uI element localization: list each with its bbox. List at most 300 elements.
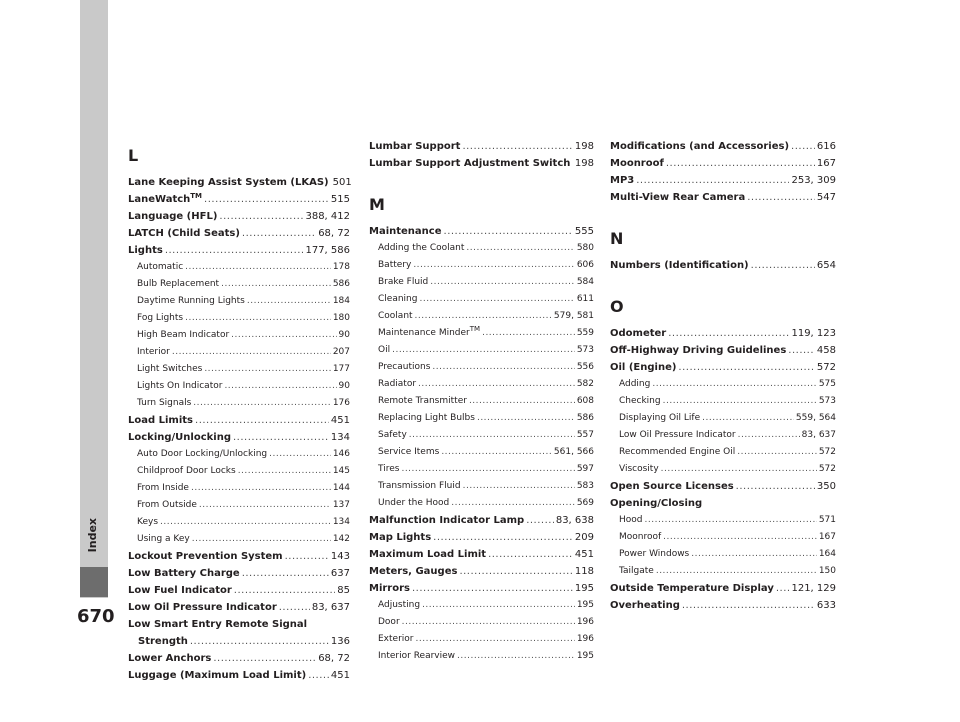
entry-title-text: Childproof Door Locks xyxy=(137,466,236,476)
entry-title xyxy=(619,427,736,444)
index-subentry[interactable] xyxy=(369,444,594,461)
entry-pages[interactable]: 555 xyxy=(574,226,594,237)
dot-leader xyxy=(193,395,331,412)
trademark-mark: TM xyxy=(190,192,203,200)
entry-pages[interactable]: 559 xyxy=(576,328,594,338)
dot-leader xyxy=(401,461,574,478)
entry-title xyxy=(610,138,789,155)
entry-title xyxy=(619,461,659,478)
index-subentry[interactable] xyxy=(369,257,594,274)
index-entry[interactable] xyxy=(369,512,594,529)
dot-leader xyxy=(656,563,817,580)
entry-title xyxy=(610,342,786,359)
dot-leader xyxy=(418,376,575,393)
index-entry[interactable] xyxy=(128,429,350,446)
entry-pages[interactable]: 559, 564 xyxy=(795,413,836,423)
entry-pages[interactable]: 586 xyxy=(332,279,350,289)
entry-title-text: Lane Keeping Assist System (LKAS) xyxy=(128,177,329,188)
entry-title-text: Locking/Unlocking xyxy=(128,432,231,443)
index-subentry[interactable] xyxy=(128,361,350,378)
entry-title-text: Replacing Light Bulbs xyxy=(378,413,475,423)
index-entry[interactable] xyxy=(610,257,836,274)
entry-title xyxy=(378,240,464,257)
entry-title-text: Door xyxy=(378,617,400,627)
entry-title xyxy=(128,548,283,565)
entry-title-text: Checking xyxy=(619,396,661,406)
entry-title xyxy=(369,223,442,240)
entry-title xyxy=(128,582,232,599)
entry-pages[interactable]: 134 xyxy=(330,432,350,443)
dot-leader xyxy=(462,138,572,155)
index-entry[interactable] xyxy=(128,565,350,582)
entry-title-text: Low Oil Pressure Indicator xyxy=(619,430,736,440)
section-tab-label: Index xyxy=(86,518,99,553)
index-subentry[interactable] xyxy=(128,463,350,480)
entry-title xyxy=(610,172,634,189)
entry-pages[interactable]: 451 xyxy=(330,670,350,681)
dot-leader xyxy=(751,257,815,274)
dot-leader xyxy=(776,580,790,597)
entry-pages[interactable]: 90 xyxy=(338,381,350,391)
dot-leader xyxy=(636,172,789,189)
entry-pages[interactable]: 575 xyxy=(818,379,836,389)
dot-leader xyxy=(412,580,573,597)
entry-title xyxy=(137,497,197,514)
entry-title xyxy=(610,189,745,206)
entry-pages[interactable]: 557 xyxy=(576,430,594,440)
page-number: 670 xyxy=(77,606,115,627)
entry-title xyxy=(137,480,189,497)
entry-pages[interactable]: 458 xyxy=(816,345,836,356)
dot-leader xyxy=(192,531,331,548)
index-subentry[interactable] xyxy=(610,444,836,461)
entry-title xyxy=(378,376,416,393)
dot-leader xyxy=(691,546,817,563)
entry-pages[interactable]: 90 xyxy=(338,330,350,340)
index-entry[interactable] xyxy=(128,599,350,616)
entry-pages[interactable]: 167 xyxy=(816,158,836,169)
entry-pages[interactable]: 597 xyxy=(576,464,594,474)
entry-title xyxy=(378,359,430,376)
index-subentry[interactable] xyxy=(369,342,594,359)
entry-pages[interactable]: 196 xyxy=(576,617,594,627)
entry-title xyxy=(378,597,420,614)
entry-title-text: Oil (Engine) xyxy=(610,362,677,373)
dot-leader xyxy=(160,514,331,531)
index-subentry[interactable] xyxy=(369,308,594,325)
trademark-mark: TM xyxy=(469,325,481,333)
dot-leader xyxy=(457,648,575,665)
index-subentry[interactable] xyxy=(610,461,836,478)
index-entry[interactable] xyxy=(610,138,836,155)
section-spacer xyxy=(610,274,836,297)
entry-pages[interactable]: 571 xyxy=(818,515,836,525)
entry-pages[interactable]: 583 xyxy=(576,481,594,491)
entry-title-text: Mirrors xyxy=(369,583,410,594)
entry-pages[interactable]: 654 xyxy=(816,260,836,271)
index-entry[interactable] xyxy=(369,529,594,546)
entry-pages[interactable]: 608 xyxy=(576,396,594,406)
entry-title-text: Safety xyxy=(378,430,407,440)
entry-title-text: Multi-View Rear Camera xyxy=(610,192,746,203)
entry-title xyxy=(619,410,700,427)
index-subentry[interactable] xyxy=(128,259,350,276)
entry-title xyxy=(128,191,202,208)
entry-title xyxy=(369,563,457,580)
index-entry[interactable] xyxy=(369,138,594,155)
entry-title xyxy=(610,325,666,342)
dot-leader xyxy=(463,478,575,495)
entry-title-text: Precautions xyxy=(378,362,431,372)
index-entry[interactable] xyxy=(369,155,594,172)
entry-title-text: Auto Door Locking/Unlocking xyxy=(137,449,268,459)
dot-leader xyxy=(204,361,331,378)
entry-title xyxy=(138,633,188,650)
index-subentry[interactable] xyxy=(369,291,594,308)
dot-leader xyxy=(238,463,331,480)
entry-pages[interactable]: 85 xyxy=(337,585,350,596)
index-subentry[interactable] xyxy=(610,563,836,580)
index-subentry[interactable] xyxy=(610,529,836,546)
index-subentry[interactable] xyxy=(369,274,594,291)
dot-leader xyxy=(190,633,329,650)
entry-pages[interactable]: 573 xyxy=(818,396,836,406)
entry-pages[interactable]: 136 xyxy=(330,636,350,647)
entry-title xyxy=(619,444,735,461)
dot-leader xyxy=(663,529,817,546)
dot-leader xyxy=(413,257,575,274)
index-entry[interactable] xyxy=(128,582,350,599)
entry-title-text: Low Oil Pressure Indicator xyxy=(128,602,277,613)
index-subentry[interactable] xyxy=(128,531,350,548)
entry-pages[interactable]: 582 xyxy=(576,379,594,389)
entry-pages[interactable]: 198 xyxy=(574,158,594,169)
entry-title xyxy=(610,580,774,597)
dot-leader xyxy=(668,325,789,342)
section-spacer xyxy=(610,206,836,229)
index-subentry[interactable] xyxy=(369,393,594,410)
entry-pages[interactable]: 572 xyxy=(816,362,836,373)
index-entry[interactable] xyxy=(128,616,350,633)
index-subentry[interactable] xyxy=(369,359,594,376)
index-subentry[interactable] xyxy=(369,427,594,444)
entry-pages[interactable]: 569 xyxy=(576,498,594,508)
index-entry[interactable] xyxy=(128,242,350,259)
entry-pages[interactable]: 118 xyxy=(574,566,594,577)
entry-pages[interactable]: 580 xyxy=(576,243,594,253)
entry-title-text: Odometer xyxy=(610,328,667,339)
entry-pages[interactable]: 561, 566 xyxy=(553,447,594,457)
entry-title-text: Under the Hood xyxy=(378,498,450,508)
entry-pages[interactable]: 167 xyxy=(818,532,836,542)
dot-leader xyxy=(269,446,331,463)
index-entry[interactable] xyxy=(610,580,836,597)
entry-pages[interactable]: 134 xyxy=(332,517,350,527)
entry-pages[interactable]: 121, 129 xyxy=(791,583,836,594)
dot-leader xyxy=(233,429,329,446)
dot-leader xyxy=(224,378,336,395)
index-subentry[interactable] xyxy=(369,614,594,631)
index-entry[interactable] xyxy=(610,189,836,206)
entry-title-text: Low Fuel Indicator xyxy=(128,585,232,596)
entry-pages[interactable]: 195 xyxy=(576,600,594,610)
entry-title-text: Remote Transmitter xyxy=(378,396,467,406)
entry-pages[interactable]: 143 xyxy=(330,551,350,562)
entry-title-text: From Inside xyxy=(137,483,189,493)
index-subentry[interactable] xyxy=(369,597,594,614)
entry-title xyxy=(137,395,191,412)
section-spacer xyxy=(369,172,594,195)
entry-pages[interactable]: 207 xyxy=(332,347,350,357)
index-subentry[interactable] xyxy=(610,393,836,410)
index-subentry[interactable] xyxy=(610,410,836,427)
entry-pages[interactable]: 209 xyxy=(574,532,594,543)
dot-leader xyxy=(213,650,316,667)
index-entry[interactable] xyxy=(610,155,836,172)
entry-pages[interactable]: 184 xyxy=(332,296,350,306)
entry-pages[interactable]: 572 xyxy=(818,447,836,457)
entry-pages[interactable]: 388, 412 xyxy=(305,211,350,222)
entry-title-text: Lockout Prevention System xyxy=(128,551,283,562)
entry-title-text: Recommended Engine Oil xyxy=(619,447,736,457)
entry-pages[interactable]: 83, 637 xyxy=(311,602,350,613)
entry-pages[interactable]: 180 xyxy=(332,313,350,323)
entry-title-text: Viscosity xyxy=(619,464,659,474)
entry-pages[interactable]: 633 xyxy=(816,600,836,611)
index-subentry[interactable] xyxy=(369,631,594,648)
index-entry[interactable] xyxy=(610,359,836,376)
entry-title-text: Transmission Fluid xyxy=(378,481,461,491)
entry-pages[interactable]: 572 xyxy=(818,464,836,474)
entry-pages[interactable]: 198 xyxy=(574,141,594,152)
index-subentry[interactable] xyxy=(128,480,350,497)
index-subentry[interactable] xyxy=(128,395,350,412)
index-entry[interactable] xyxy=(610,172,836,189)
entry-pages[interactable]: 146 xyxy=(332,449,350,459)
entry-title xyxy=(128,565,240,582)
dot-leader xyxy=(645,512,817,529)
entry-title xyxy=(128,412,193,429)
index-subentry[interactable] xyxy=(369,495,594,512)
entry-pages[interactable]: 83, 637 xyxy=(801,430,836,440)
entry-title xyxy=(619,546,689,563)
index-subentry[interactable] xyxy=(369,410,594,427)
entry-title xyxy=(610,257,749,274)
entry-pages[interactable]: 350 xyxy=(816,481,836,492)
entry-pages[interactable]: 137 xyxy=(332,500,350,510)
entry-title-text: Maintenance xyxy=(369,226,442,237)
index-subentry[interactable] xyxy=(128,293,350,310)
index-entry[interactable] xyxy=(128,548,350,565)
dot-leader xyxy=(678,359,814,376)
index-entry[interactable] xyxy=(128,412,350,429)
entry-pages[interactable]: 253, 309 xyxy=(791,175,836,186)
entry-title xyxy=(378,631,414,648)
entry-pages[interactable]: 145 xyxy=(332,466,350,476)
entry-pages[interactable]: 68, 72 xyxy=(318,228,350,239)
index-subentry[interactable] xyxy=(128,497,350,514)
dot-leader xyxy=(477,410,575,427)
dot-leader xyxy=(199,497,331,514)
entry-title xyxy=(128,616,307,633)
entry-title-text: Interior xyxy=(137,347,170,357)
entry-title-text: MP3 xyxy=(610,175,635,186)
index-entry[interactable] xyxy=(128,208,350,225)
index-entry[interactable] xyxy=(369,223,594,240)
entry-title xyxy=(128,174,329,191)
dot-leader xyxy=(444,223,573,240)
entry-title xyxy=(378,427,407,444)
index-subentry[interactable] xyxy=(128,446,350,463)
dot-leader xyxy=(409,427,575,444)
index-subentry[interactable] xyxy=(369,648,594,665)
dot-leader xyxy=(747,189,815,206)
index-subentry[interactable] xyxy=(610,512,836,529)
entry-title-text: Strength xyxy=(138,636,188,647)
entry-pages[interactable]: 573 xyxy=(576,345,594,355)
index-subentry[interactable] xyxy=(610,546,836,563)
index-subentry[interactable] xyxy=(128,514,350,531)
entry-pages[interactable]: 176 xyxy=(332,398,350,408)
entry-pages[interactable]: 616 xyxy=(816,141,836,152)
entry-title-text: Meters, Gauges xyxy=(369,566,458,577)
entry-pages[interactable]: 515 xyxy=(330,194,350,205)
entry-title-text: Interior Rearview xyxy=(378,651,456,661)
index-entry[interactable] xyxy=(128,667,350,684)
entry-pages[interactable]: 144 xyxy=(332,483,350,493)
entry-title-text: Low Smart Entry Remote Signal xyxy=(128,619,308,630)
index-entry[interactable] xyxy=(369,546,594,563)
dot-leader xyxy=(402,614,575,631)
entry-pages[interactable]: 556 xyxy=(576,362,594,372)
entry-pages[interactable]: 451 xyxy=(330,415,350,426)
entry-title xyxy=(378,444,439,461)
index-column-1 xyxy=(128,146,350,684)
entry-title-text: Displaying Oil Life xyxy=(619,413,701,423)
entry-title-text: Moonroof xyxy=(619,532,662,542)
entry-pages[interactable]: 177, 586 xyxy=(305,245,350,256)
entry-title xyxy=(619,376,650,393)
dot-leader xyxy=(572,155,573,172)
entry-pages[interactable]: 606 xyxy=(576,260,594,270)
entry-pages[interactable]: 68, 72 xyxy=(318,653,350,664)
index-subentry[interactable] xyxy=(128,276,350,293)
index-entry[interactable] xyxy=(610,325,836,342)
entry-pages[interactable]: 195 xyxy=(574,583,594,594)
entry-title-text: Luggage (Maximum Load Limit) xyxy=(128,670,307,681)
entry-pages[interactable]: 119, 123 xyxy=(791,328,836,339)
entry-title xyxy=(378,257,411,274)
index-entry[interactable] xyxy=(128,174,350,191)
entry-pages[interactable]: 611 xyxy=(576,294,594,304)
entry-title-text: Adding the Coolant xyxy=(378,243,465,253)
section-marker xyxy=(80,567,108,597)
entry-pages[interactable]: 150 xyxy=(818,566,836,576)
index-entry[interactable] xyxy=(610,478,836,495)
dot-leader xyxy=(285,548,329,565)
entry-title-text: LATCH (Child Seats) xyxy=(128,228,240,239)
dot-leader xyxy=(469,393,575,410)
index-subentry[interactable] xyxy=(610,427,836,444)
entry-pages[interactable]: 501 xyxy=(332,177,352,188)
dot-leader xyxy=(441,444,552,461)
entry-title-text: Maximum Load Limit xyxy=(369,549,487,560)
index-subentry[interactable] xyxy=(369,478,594,495)
entry-title xyxy=(378,495,449,512)
dot-leader xyxy=(219,208,303,225)
index-subentry[interactable] xyxy=(128,310,350,327)
index-entry[interactable] xyxy=(610,597,836,614)
entry-pages[interactable]: 142 xyxy=(332,534,350,544)
entry-pages[interactable]: 637 xyxy=(330,568,350,579)
index-entry[interactable] xyxy=(128,225,350,242)
dot-leader xyxy=(416,631,575,648)
index-subentry[interactable] xyxy=(128,327,350,344)
index-entry[interactable] xyxy=(610,495,836,512)
index-subentry[interactable] xyxy=(128,344,350,361)
entry-title xyxy=(137,327,229,344)
entry-title-text: Daytime Running Lights xyxy=(137,296,245,306)
entry-title-text: Tailgate xyxy=(619,566,654,576)
entry-title xyxy=(137,310,183,327)
entry-title xyxy=(137,531,190,548)
entry-title xyxy=(137,446,267,463)
entry-title xyxy=(378,342,390,359)
dot-leader xyxy=(242,565,329,582)
dot-leader xyxy=(736,478,815,495)
entry-title xyxy=(610,478,734,495)
index-entry[interactable] xyxy=(369,580,594,597)
entry-pages[interactable]: 451 xyxy=(574,549,594,560)
entry-pages[interactable]: 586 xyxy=(576,413,594,423)
index-entry[interactable] xyxy=(128,191,350,208)
index-subentry[interactable] xyxy=(128,378,350,395)
index-entry[interactable] xyxy=(610,342,836,359)
entry-title-text: Service Items xyxy=(378,447,440,457)
entry-pages[interactable]: 195 xyxy=(576,651,594,661)
entry-title xyxy=(128,667,306,684)
entry-title-text: Exterior xyxy=(378,634,414,644)
entry-pages[interactable]: 547 xyxy=(816,192,836,203)
index-subentry[interactable] xyxy=(369,376,594,393)
index-subentry[interactable] xyxy=(610,376,836,393)
dot-leader xyxy=(451,495,575,512)
index-entry-continued[interactable] xyxy=(128,633,350,650)
entry-title xyxy=(378,648,455,665)
entry-title-text: Malfunction Indicator Lamp xyxy=(369,515,525,526)
entry-pages[interactable]: 83, 638 xyxy=(555,515,594,526)
entry-pages[interactable]: 177 xyxy=(332,364,350,374)
entry-pages[interactable]: 178 xyxy=(332,262,350,272)
dot-leader xyxy=(185,259,331,276)
entry-title-text: Lower Anchors xyxy=(128,653,212,664)
dot-leader xyxy=(702,410,794,427)
index-entry[interactable] xyxy=(128,650,350,667)
entry-title-text: Maintenance Minder xyxy=(378,328,470,338)
index-subentry[interactable] xyxy=(369,240,594,257)
entry-pages[interactable]: 584 xyxy=(576,277,594,287)
entry-title xyxy=(137,514,158,531)
index-subentry[interactable] xyxy=(369,325,594,342)
entry-pages[interactable]: 164 xyxy=(818,549,836,559)
dot-leader xyxy=(482,325,575,342)
index-entry[interactable] xyxy=(369,563,594,580)
entry-title-text: Lumbar Support xyxy=(369,141,461,152)
entry-pages[interactable]: 196 xyxy=(576,634,594,644)
index-subentry[interactable] xyxy=(369,461,594,478)
entry-title xyxy=(369,546,486,563)
entry-pages[interactable]: 579, 581 xyxy=(553,311,594,321)
